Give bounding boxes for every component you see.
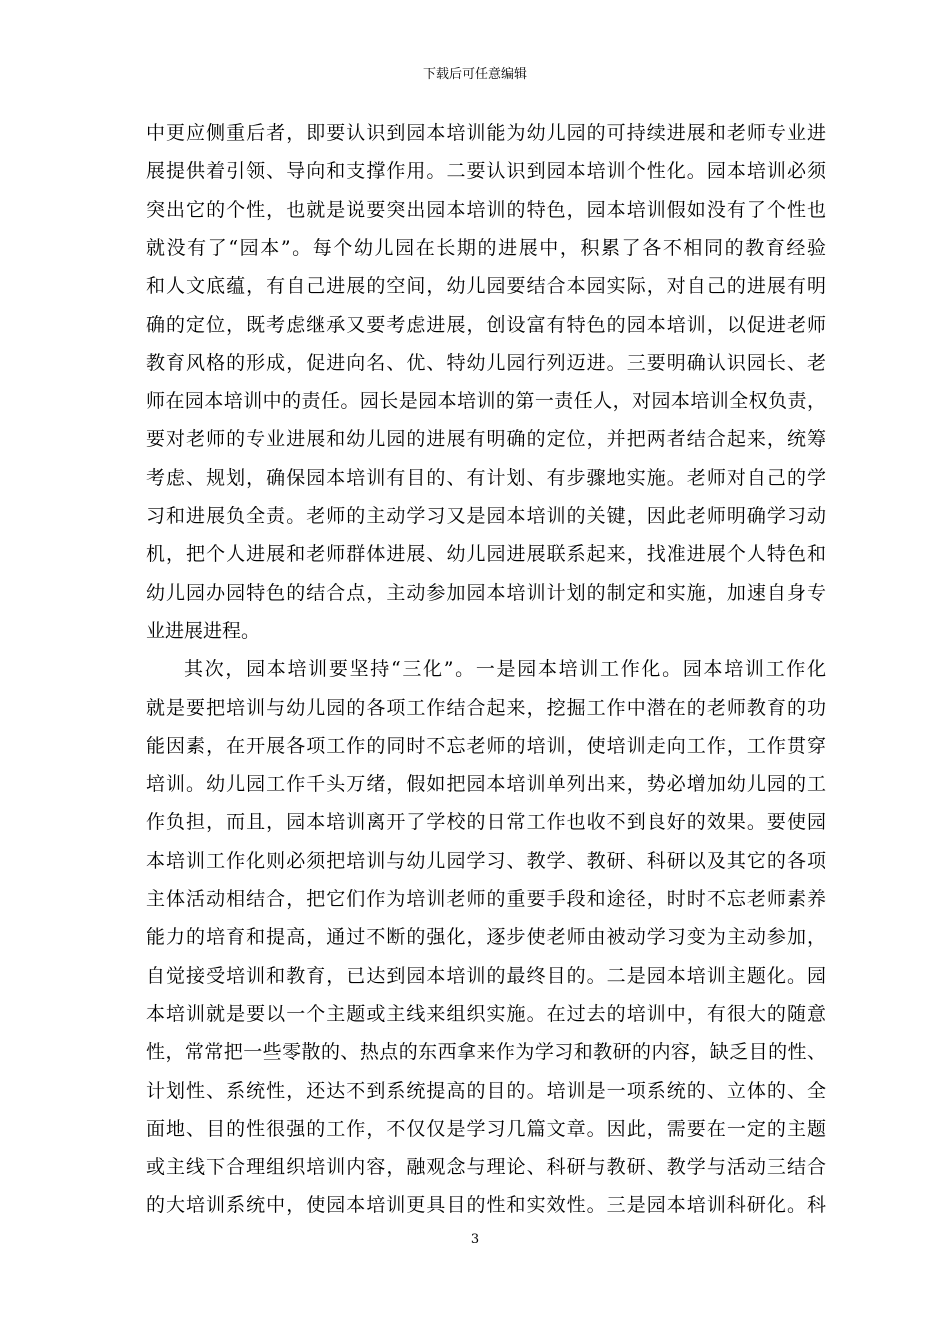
text-line: 机，把个人进展和老师群体进展、幼儿园进展联系起来，找准进展个人特色和 (146, 543, 826, 566)
text-line: 幼儿园办园特色的结合点，主动参加园本培训计划的制定和实施，加速自身专 (146, 581, 826, 604)
text-line: 自觉接受培训和教育，已达到园本培训的最终目的。二是园本培训主题化。园 (146, 964, 826, 987)
text-line: 就没有了“园本”。每个幼儿园在长期的进展中，积累了各不相同的教育经验 (146, 236, 826, 259)
text-line: 考虑、规划，确保园本培训有目的、有计划、有步骤地实施。老师对自己的学 (146, 466, 826, 489)
text-line: 计划性、系统性，还达不到系统提高的目的。培训是一项系统的、立体的、全 (146, 1079, 826, 1102)
text-line: 习和进展负全责。老师的主动学习又是园本培训的关键，因此老师明确学习动 (146, 505, 826, 527)
page-header: 下载后可任意编辑 (422, 67, 527, 82)
text-line: 的大培训系统中，使园本培训更具目的性和实效性。三是园本培训科研化。科 (146, 1194, 826, 1217)
text-line: 能力的培育和提高，通过不断的强化，逐步使老师由被动学习变为主动参加， (146, 926, 826, 949)
text-line: 师在园本培训中的责任。园长是园本培训的第一责任人，对园本培训全权负责， (146, 390, 826, 413)
text-line: 面地、目的性很强的工作，不仅仅是学习几篇文章。因此，需要在一定的主题 (146, 1117, 826, 1140)
text-line: 能因素，在开展各项工作的同时不忘老师的培训，使培训走向工作，工作贯穿 (146, 734, 826, 757)
text-line: 本培训工作化则必须把培训与幼儿园学习、教学、教研、科研以及其它的各项 (146, 849, 826, 872)
text-line: 就是要把培训与幼儿园的各项工作结合起来，挖掘工作中潜在的老师教育的功 (146, 696, 826, 719)
text-line: 突出它的个性，也就是说要突出园本培训的特色，园本培训假如没有了个性也 (146, 198, 826, 221)
text-line: 业进展进程。 (146, 619, 261, 642)
text-line: 或主线下合理组织培训内容，融观念与理论、科研与教研、教学与活动三结合 (146, 1156, 826, 1179)
text-line: 本培训就是要以一个主题或主线来组织实施。在过去的培训中，有很大的随意 (146, 1002, 826, 1025)
text-line: 确的定位，既考虑继承又要考虑进展，创设富有特色的园本培训，以促进老师 (146, 313, 826, 336)
text-line: 其次，园本培训要坚持“三化”。一是园本培训工作化。园本培训工作化 (184, 658, 826, 681)
text-line: 和人文底蕴，有自己进展的空间，幼儿园要结合本园实际，对自己的进展有明 (146, 275, 826, 298)
text-line: 要对老师的专业进展和幼儿园的进展有明确的定位，并把两者结合起来，统筹 (146, 428, 826, 451)
text-line: 展提供着引领、导向和支撑作用。二要认识到园本培训个性化。园本培训必须 (146, 160, 826, 183)
text-line: 培训。幼儿园工作千头万绪，假如把园本培训单列出来，势必增加幼儿园的工 (146, 773, 826, 796)
text-line: 中更应侧重后者，即要认识到园本培训能为幼儿园的可持续进展和老师专业进 (146, 122, 826, 144)
text-line: 性，常常把一些零散的、热点的东西拿来作为学习和教研的内容，缺乏目的性、 (146, 1041, 826, 1064)
text-line: 作负担，而且，园本培训离开了学校的日常工作也收不到良好的效果。要使园 (146, 811, 826, 834)
page-number: 3 (470, 1232, 480, 1247)
text-line: 教育风格的形成，促进向名、优、特幼儿园行列迈进。三要明确认识园长、老 (146, 351, 826, 374)
text-line: 主体活动相结合，把它们作为培训老师的重要手段和途径，时时不忘老师素养 (146, 888, 826, 910)
